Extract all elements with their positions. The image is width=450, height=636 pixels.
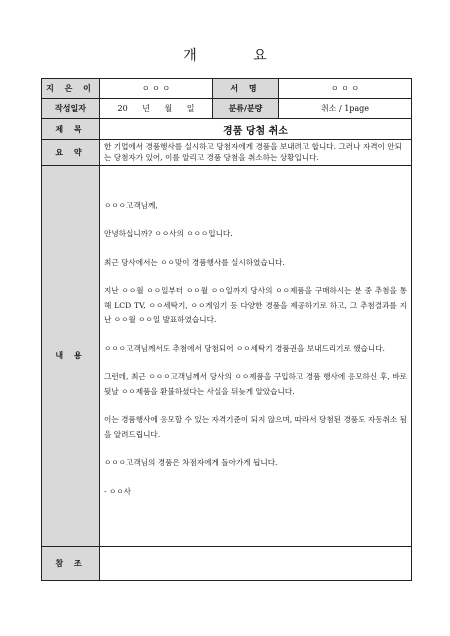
overview-form <box>41 78 412 581</box>
summary-text: 한 기업에서 경품행사를 실시하고 당첨자에게 경품을 보내려고 합니다. 그러나 자격이 안되는 당첨자가 있어, 이를 알리고 경품 당첨을 취소하는 상황입니다. <box>100 139 412 165</box>
category-value: 취소 / 1page <box>279 99 412 119</box>
content-paragraph: ㅇㅇㅇ고객님께서도 추첨에서 당첨되어 ㅇㅇ세탁기 경품권을 보내드리기로 했습니다. <box>104 343 385 353</box>
date-row <box>42 99 412 119</box>
content-row <box>42 166 412 547</box>
reference-row <box>42 546 412 580</box>
summary-label: 요 약 <box>42 139 100 165</box>
content-paragraph: 안녕하십니까? ㅇㅇ사의 ㅇㅇㅇ입니다. <box>104 229 233 239</box>
content-label: 내 용 <box>42 166 100 547</box>
signature-value: ㅇ ㅇ ㅇ <box>279 79 412 99</box>
date-label: 작성일자 <box>42 99 100 119</box>
content-paragraph: 최근 당사에서는 ㅇㅇ맞이 경품행사를 실시하였습니다. <box>104 257 285 267</box>
content-paragraph: 이는 경품행사에 응모할 수 있는 자격기준이 되지 않으며, 따라서 당첨된 경품도 자동취소 됨을 알려드립니다. <box>104 415 407 439</box>
subject-row <box>42 119 412 139</box>
content-body <box>100 166 412 547</box>
author-label: 지 은 이 <box>42 79 100 99</box>
author-value: ㅇ ㅇ ㅇ <box>100 79 213 99</box>
signature-label: 서 명 <box>213 79 279 99</box>
category-label: 분류/분량 <box>213 99 279 119</box>
subject-value: 경품 당첨 취소 <box>100 119 412 139</box>
content-paragraph: 지난 ㅇㅇ월 ㅇㅇ일부터 ㅇㅇ월 ㅇㅇ일까지 당사의 ㅇㅇ제품을 구매하시는 분 중 추첨을 통해 LCD TV, ㅇㅇ세탁기, ㅇㅇ게임기 등 다양한 경품을 제공하기로 하고, 그 추첨결과를 지난 ㅇㅇ월 ㅇㅇ일 발표하였습니다. <box>104 286 407 325</box>
content-paragraph: 그런데, 최근 ㅇㅇㅇ고객님께서 당사의 ㅇㅇ제품을 구입하고 경품 행사에 응모하신 후, 바로 뒷날 ㅇㅇ제품을 환불하셨다는 사실을 뒤늦게 알았습니다. <box>104 372 407 396</box>
subject-label: 제 목 <box>42 119 100 139</box>
content-paragraph: ㅇㅇㅇ고객님께, <box>104 200 158 210</box>
reference-value <box>100 546 412 580</box>
content-paragraph: ㅇㅇㅇ고객님의 경품은 차점자에게 돌아가게 됩니다. <box>104 458 278 468</box>
document-title: 개 요 <box>183 48 293 64</box>
author-row <box>42 79 412 99</box>
date-value: 20 년 월 일 <box>100 99 213 119</box>
summary-row <box>42 139 412 165</box>
reference-label: 참 조 <box>42 546 100 580</box>
content-paragraph: - ㅇㅇ사 <box>104 486 131 496</box>
